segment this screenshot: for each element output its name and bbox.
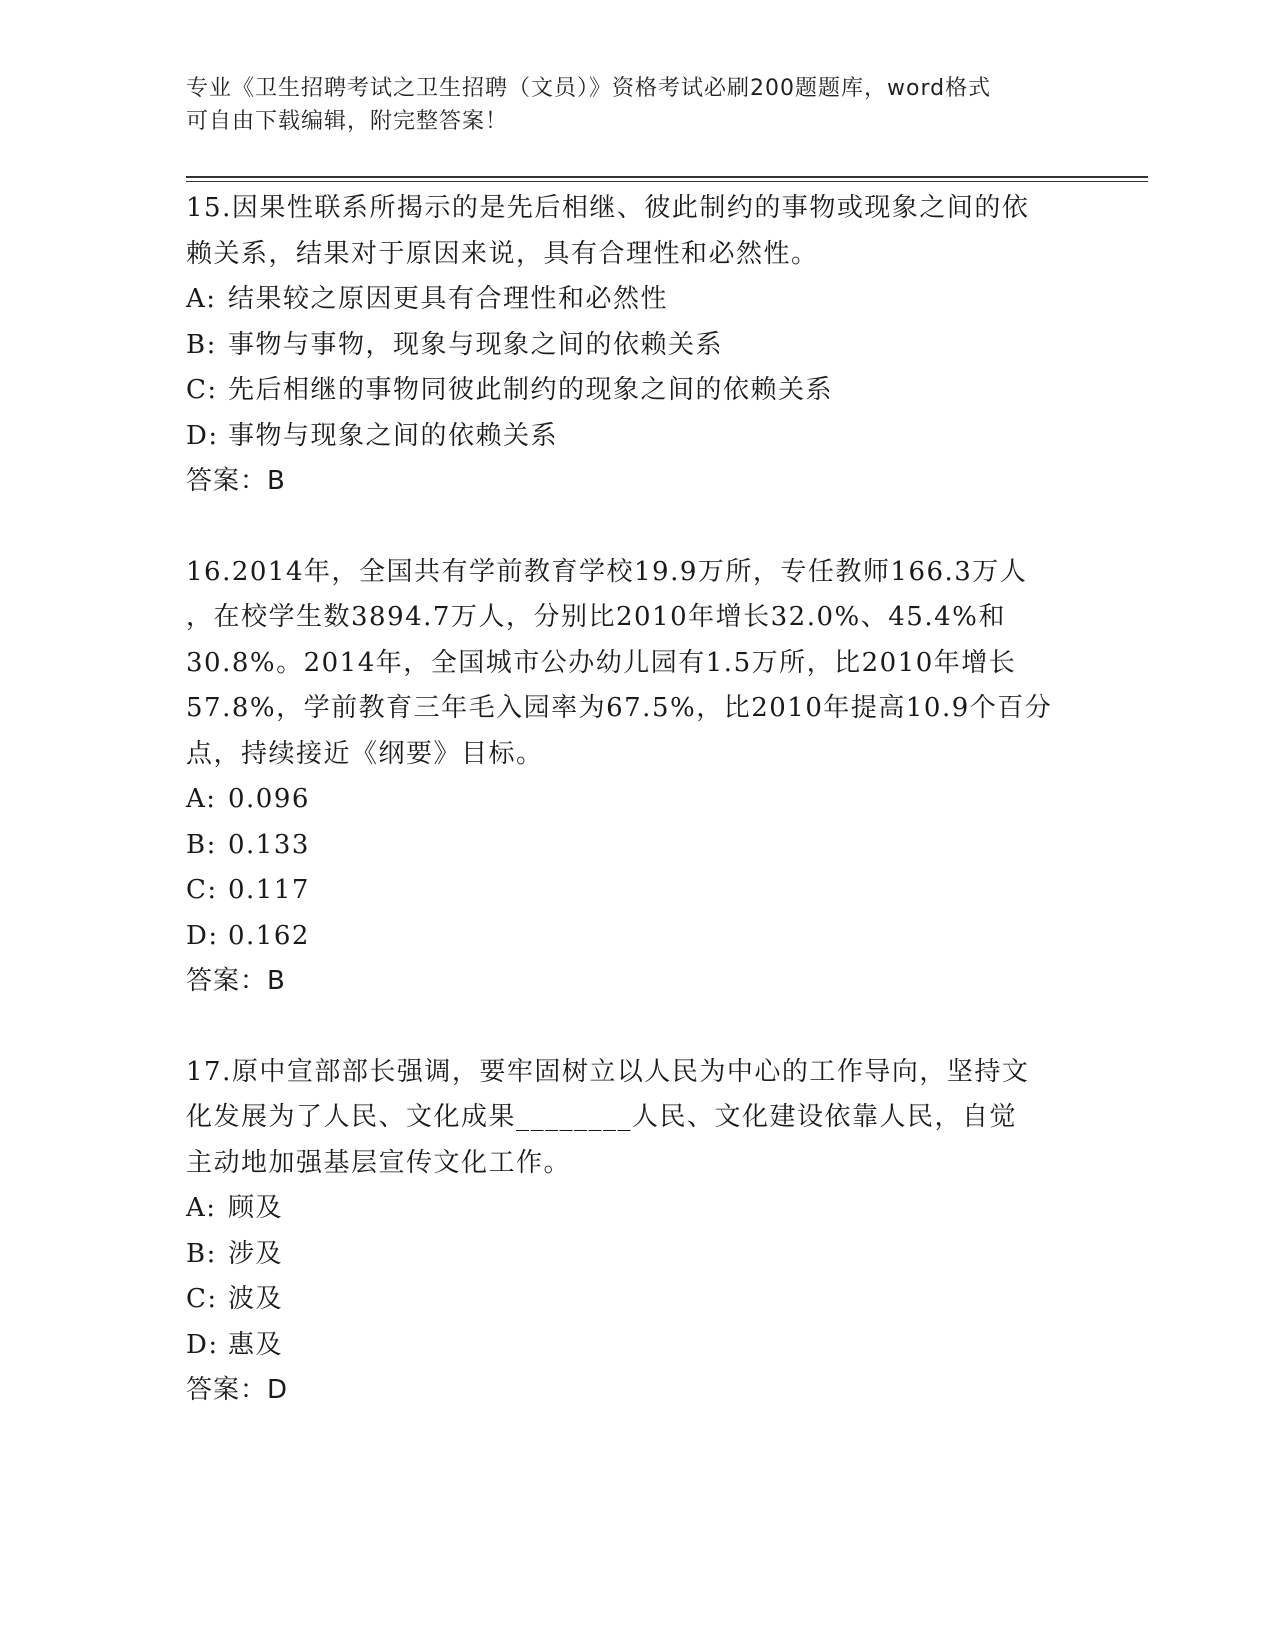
header-line-1: 专业《卫生招聘考试之卫生招聘（文员）》资格考试必刷200题题库，word格式: [186, 76, 992, 101]
option-c: [186, 368, 1086, 414]
question-17: [186, 1050, 1086, 1414]
option-key: D:: [186, 1329, 219, 1360]
option-text: 结果较之原因更具有合理性和必然性: [228, 284, 669, 314]
option-key: C:: [186, 1284, 218, 1314]
option-text: 0.096: [228, 784, 310, 814]
option-a: [186, 777, 1086, 823]
option-key: A:: [186, 1193, 217, 1223]
question-15: [186, 186, 1086, 505]
question-stem-line: 17.原中宣部部长强调，要牢固树立以人民为中心的工作导向，坚持文: [186, 1056, 1030, 1087]
option-key: A:: [186, 784, 217, 814]
question-stem-line: ，在校学生数3894.7万人，分别比2010年增长32.0%、45.4%和: [186, 602, 1006, 632]
option-c: [186, 1277, 1086, 1323]
question-stem-line: 16.2014年，全国共有学前教育学校19.9万所，专任教师166.3万人: [186, 556, 1028, 587]
option-text: 先后相继的事物同彼此制约的现象之间的依赖关系: [228, 375, 834, 405]
question-stem-line: 化发展为了人民、文化成果________人民、文化建设依靠人民，自觉: [186, 1102, 1018, 1132]
answer-label: 答案：D: [186, 1375, 289, 1405]
question-stem-line: 赖关系，结果对于原因来说，具有合理性和必然性。: [186, 238, 819, 269]
option-text: 顾及: [228, 1193, 284, 1223]
question-16: [186, 550, 1086, 1005]
option-text: 惠及: [228, 1329, 284, 1360]
header-rule-thin: [186, 181, 1148, 182]
option-key: D:: [186, 920, 219, 951]
answer-label: 答案：B: [186, 466, 286, 496]
option-a: [186, 277, 1086, 323]
option-d: [186, 414, 1086, 460]
option-key: B:: [186, 1238, 217, 1269]
option-b: [186, 1232, 1086, 1278]
option-text: 0.162: [228, 920, 310, 951]
question-stem-line: 15.因果性联系所揭示的是先后相继、彼此制约的事物或现象之间的依: [186, 193, 1030, 223]
option-d: [186, 1323, 1086, 1369]
option-key: D:: [186, 420, 219, 451]
option-text: 涉及: [228, 1238, 284, 1269]
option-text: 波及: [228, 1284, 284, 1314]
option-text: 0.133: [228, 829, 310, 860]
option-text: 事物与事物，现象与现象之间的依赖关系: [228, 329, 724, 360]
question-stem-line: 主动地加强基层宣传文化工作。: [186, 1147, 572, 1178]
option-c: [186, 868, 1086, 914]
question-stem-line: 30.8%。2014年，全国城市公办幼儿园有1.5万所，比2010年增长: [186, 647, 1017, 678]
option-b: [186, 823, 1086, 869]
option-key: B:: [186, 329, 217, 360]
document-header: [186, 72, 1066, 138]
option-text: 事物与现象之间的依赖关系: [228, 420, 559, 451]
question-stem-line: 点，持续接近《纲要》目标。: [186, 738, 544, 769]
answer-label: 答案：B: [186, 966, 286, 996]
question-list: [186, 186, 1086, 1414]
option-text: 0.117: [228, 875, 310, 905]
header-line-2: 可自由下载编辑，附完整答案！: [186, 109, 509, 134]
option-key: B:: [186, 829, 217, 860]
option-b: [186, 323, 1086, 369]
header-rule-thick: [186, 176, 1148, 178]
question-stem-line: 57.8%，学前教育三年毛入园率为67.5%，比2010年提高10.9个百分: [186, 693, 1053, 723]
option-a: [186, 1186, 1086, 1232]
option-key: A:: [186, 284, 217, 314]
option-key: C:: [186, 375, 218, 405]
option-d: [186, 914, 1086, 960]
option-key: C:: [186, 875, 218, 905]
